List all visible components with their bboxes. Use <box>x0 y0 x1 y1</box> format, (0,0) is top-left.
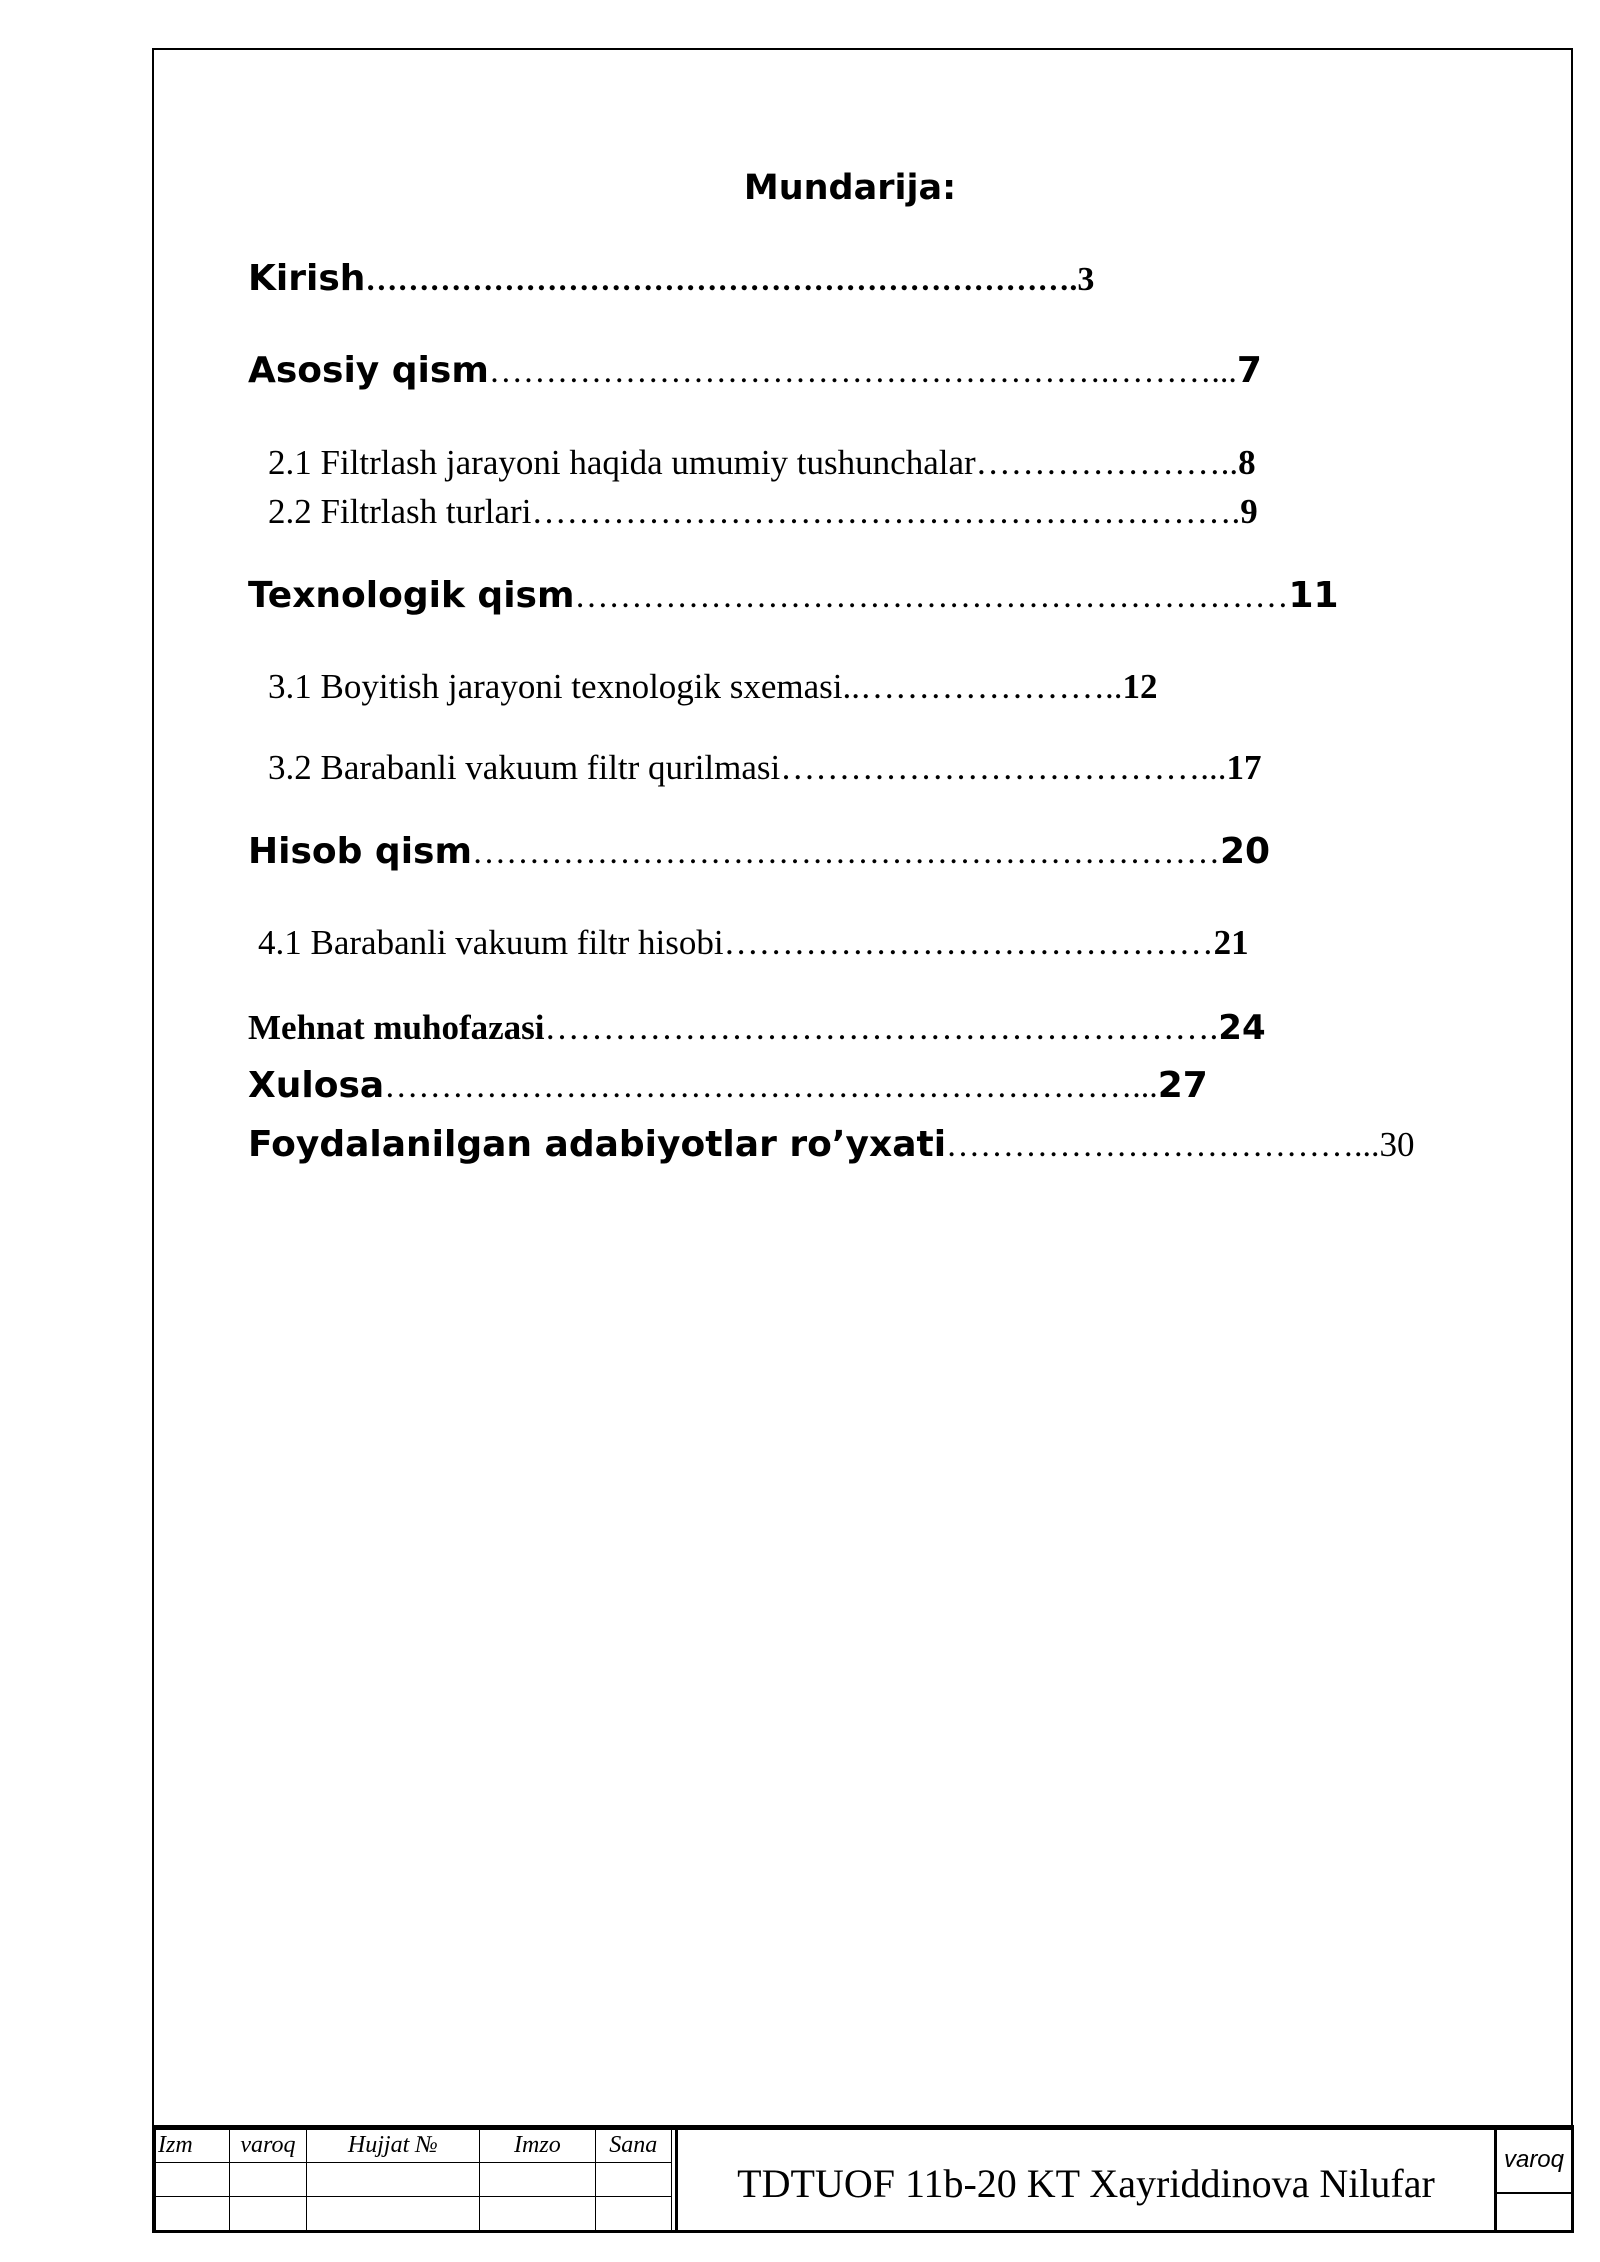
table-cell <box>156 2197 230 2231</box>
document-code: TDTUOF 11b-20 KT Xayriddinova Nilufar <box>675 2128 1497 2230</box>
toc-label: 3.1 Boyitish jarayoni texnologik sxemasi. <box>268 667 852 706</box>
toc-item-foydalanilgan-adabiyotlar <box>248 1124 1415 1165</box>
header-sana: Sana <box>595 2129 671 2163</box>
sheet-box <box>1497 2128 1571 2230</box>
toc-label: 2.2 Filtrlash turlari <box>268 492 532 531</box>
toc-item-2-1 <box>268 443 1256 483</box>
toc-item-3-2 <box>268 748 1262 788</box>
title-block <box>152 2125 1574 2233</box>
toc-dots: …………………………………………………………... <box>384 1068 1158 1105</box>
toc-dots: …………………………………… <box>723 923 1214 962</box>
table-cell <box>480 2163 595 2197</box>
toc-item-3-1 <box>268 667 1158 707</box>
table-cell <box>306 2197 479 2231</box>
toc-label: 4.1 Barabanli vakuum filtr hisobi <box>258 923 724 962</box>
toc-item-asosiy-qism <box>248 350 1262 391</box>
toc-label: Foydalanilgan adabiyotlar ro’yxati <box>248 1124 947 1165</box>
toc-dots: ………………………………... <box>780 748 1227 787</box>
page-title: Mundarija: <box>743 168 957 208</box>
toc-label: Xulosa <box>248 1065 385 1106</box>
toc-dots: ………………….. <box>975 443 1239 482</box>
toc-dots: .………………….. <box>851 667 1123 706</box>
toc-page-number: 20 <box>1219 831 1271 872</box>
toc-page-number: 24 <box>1218 1008 1266 1048</box>
table-cell <box>595 2197 671 2231</box>
table-cell <box>230 2197 307 2231</box>
table-cell <box>156 2163 230 2197</box>
toc-page-number: 7 <box>1236 350 1262 391</box>
toc-page-number: 27 <box>1157 1065 1208 1106</box>
toc-page-number: 30 <box>1379 1125 1415 1164</box>
toc-label: 2.1 Filtrlash jarayoni haqida umumiy tushunchalar <box>268 443 976 482</box>
table-cell <box>480 2197 595 2231</box>
toc-dots: …………………………………………………. <box>544 1008 1219 1047</box>
toc-dots: ……………………………………………….………... <box>488 353 1237 390</box>
toc-page-number: 21 <box>1213 923 1249 962</box>
toc-dots: ………………………………………………………… <box>471 834 1220 871</box>
toc-dots: ……………………………………………………… <box>574 578 1289 615</box>
toc-dots: …………………………………………………………. <box>365 261 1078 297</box>
revision-table <box>155 2128 672 2231</box>
toc-item-texnologik-qism <box>248 575 1339 616</box>
sheet-label: varoq <box>1497 2128 1571 2194</box>
toc-label: Texnologik qism <box>248 575 575 616</box>
toc-page-number: 17 <box>1226 748 1262 787</box>
toc-item-xulosa <box>248 1065 1208 1106</box>
table-cell <box>230 2163 307 2197</box>
toc-page-number: 11 <box>1288 575 1339 616</box>
table-cell <box>595 2163 671 2197</box>
toc-label: Kirish <box>248 258 366 299</box>
toc-item-4-1 <box>258 923 1249 963</box>
toc-dots: ………………………………... <box>946 1127 1380 1164</box>
toc-label: 3.2 Barabanli vakuum filtr qurilmasi <box>268 748 781 787</box>
toc-item-kirish <box>248 258 1094 299</box>
toc-page-number: 8 <box>1238 443 1256 482</box>
toc-label: Mehnat muhofazasi <box>248 1008 545 1047</box>
table-cell <box>306 2163 479 2197</box>
header-izm: Izm <box>156 2129 230 2163</box>
toc-label: Asosiy qism <box>248 350 489 391</box>
toc-item-2-2 <box>268 492 1258 532</box>
header-imzo: Imzo <box>480 2129 595 2163</box>
toc-page-number: 12 <box>1122 667 1158 706</box>
toc-page-number: 3 <box>1077 261 1095 298</box>
toc-item-hisob-qism <box>248 831 1270 872</box>
toc-label: Hisob qism <box>248 831 472 872</box>
toc-item-mehnat-muhofazasi <box>248 1008 1266 1048</box>
header-varoq: varoq <box>230 2129 307 2163</box>
toc-dots: ……………………………………………………. <box>531 492 1241 531</box>
header-hujjat: Hujjat № <box>306 2129 479 2163</box>
toc-page-number: 9 <box>1240 492 1258 531</box>
